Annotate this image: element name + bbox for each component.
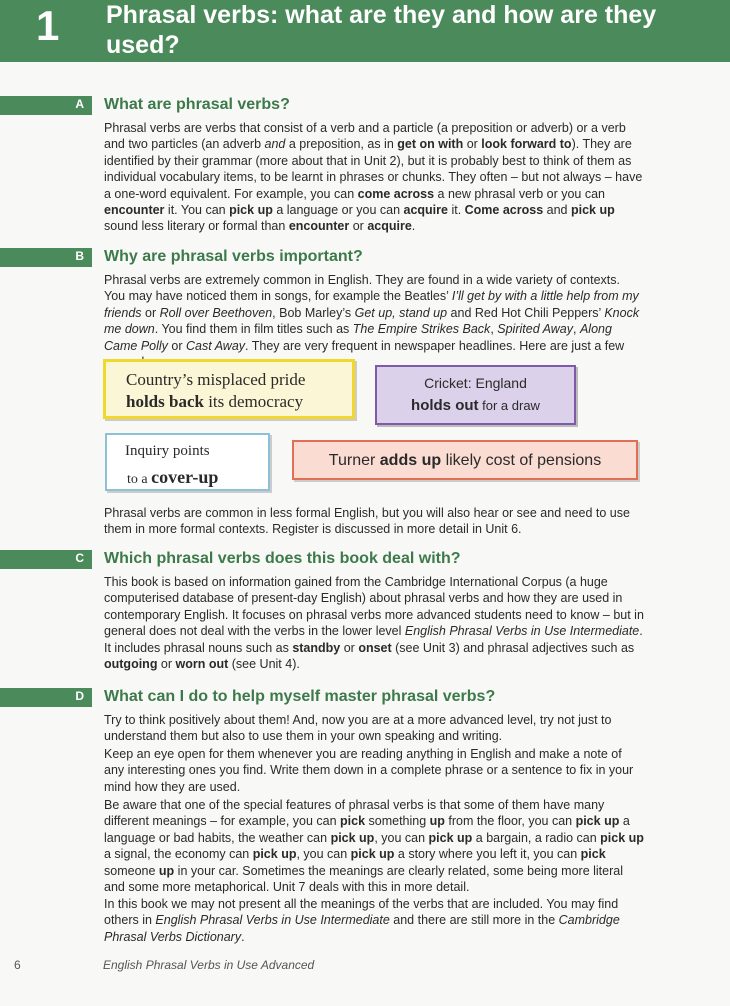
text-run: a bargain, a radio can: [472, 830, 601, 845]
text-run: a signal, the economy can: [104, 847, 253, 862]
section-c-letter: C: [75, 551, 84, 565]
unit-header: [0, 0, 730, 62]
bold-term: pick up: [252, 847, 297, 862]
text-run: and: [543, 203, 571, 218]
headline-1-verb: holds back: [126, 392, 204, 411]
bold-term: pick up: [600, 830, 644, 845]
bold-term: worn out: [175, 657, 229, 672]
italic-title: I’ll get by with a little help from my friends: [104, 289, 639, 320]
footer-book-title: English Phrasal Verbs in Use Advanced: [103, 958, 315, 972]
bold-term: encounter: [288, 219, 350, 234]
text-run: and Red Hot Chili Peppers’: [447, 305, 605, 320]
italic-title: Roll over Beethoven: [159, 305, 273, 320]
text-run: Keep an eye open for them whenever you are reading anything in English and make a note of any interesting ones you find. Write them down in a complete phrase or a sentence to fix in your mind how they are used.: [104, 747, 634, 794]
text-run: a language or you can: [272, 203, 404, 218]
text-run: Be aware that one of the special features of phrasal verbs is that some of them have many different meanings – for example, you can: [104, 798, 605, 829]
headline-2-verb: holds out: [411, 397, 479, 414]
text-run: a story where you left it, you can: [394, 847, 581, 862]
text-run: and there are still more in the: [389, 913, 559, 928]
italic-title: Get up, stand up: [354, 305, 448, 320]
headline-3-line-1: Inquiry points: [125, 443, 210, 459]
text-run: a new phrasal verb or you can: [434, 186, 605, 201]
section-a-bar: [0, 96, 92, 115]
italic-title: Along Came Polly: [104, 322, 612, 353]
section-d-bar: [0, 688, 92, 707]
text-run: (see Unit 4).: [228, 657, 300, 672]
bold-term: pick up: [350, 847, 395, 862]
section-a-paragraph: [104, 120, 644, 235]
text-run: in your car. Sometimes the meanings are clearly related, some being more literal and some more metaphorical. Unit 7 deals with this in more detail.: [104, 863, 624, 895]
text-run: from the floor, you can: [444, 814, 576, 829]
section-a-letter: A: [75, 97, 84, 111]
text-run: Try to think positively about them! And, now you are at a more advanced level, try not just to understand them but also to use them in your own speaking and writing.: [104, 713, 612, 744]
bold-term: pick up: [570, 203, 615, 218]
section-d-paragraph-4: [104, 896, 644, 945]
text-run: .: [241, 929, 245, 944]
italic-title: Spirited Away: [497, 322, 573, 337]
headline-4-verb: adds up: [379, 452, 442, 469]
headline-3-noun: cover-up: [151, 467, 219, 487]
unit-number: 1: [36, 2, 60, 49]
bold-term: pick: [340, 814, 366, 829]
section-d-paragraph-2: [104, 746, 644, 795]
section-c-paragraph: [104, 574, 644, 672]
text-run: ,: [573, 322, 580, 337]
italic-title: Knock me down: [104, 305, 640, 337]
text-run: or: [349, 219, 368, 234]
bold-term: up: [429, 814, 445, 829]
italic-title: English Phrasal Verbs in Use Intermediate: [404, 624, 640, 639]
headline-cover-up: [105, 433, 270, 491]
text-run: a language or bad habits, the weather can: [104, 814, 630, 845]
bold-term: onset: [358, 640, 392, 655]
headline-3-pre: to a: [127, 472, 152, 487]
headline-adds-up: [292, 440, 638, 480]
text-run: This book is based on information gained from the Cambridge International Corpus (a huge computerised database of present-day English) about phrasal verbs and how they are used in contemporary English. It focuses on phrasal verbs more advanced students need to know – but in general does not deal with the verbs in the lower level: [104, 575, 644, 639]
text-run: or: [167, 338, 186, 353]
bold-term: get on with: [397, 137, 464, 152]
text-run: In this book we may not present all the meanings of the verbs that are included. You may find others in: [104, 897, 619, 928]
section-c-bar: [0, 550, 92, 569]
text-run: or: [463, 137, 482, 152]
text-run: ,: [490, 322, 498, 337]
headline-4-line: [294, 452, 636, 470]
bold-term: encounter: [104, 203, 165, 218]
text-run: or: [340, 640, 359, 655]
italic-title: Cast Away: [185, 338, 246, 353]
headline-1-line-1: Country’s misplaced pride: [126, 370, 306, 389]
text-run: Phrasal verbs are common in less formal English, but you will also hear or see and need to use them in more formal contexts. Register is discussed in more detail in Unit 6.: [104, 506, 630, 537]
bold-term: look forward to: [481, 137, 572, 152]
text-run: or: [157, 657, 176, 672]
italic-title: Cambridge Phrasal Verbs Dictionary: [104, 913, 620, 944]
bold-term: up: [158, 863, 175, 878]
italic-title: and: [264, 137, 286, 152]
text-run: Phrasal verbs are extremely common in English. They are found in a wide variety of contexts. You may have noticed them in songs, for example the Beatles’: [104, 273, 620, 304]
text-run: , Bob Marley’s: [272, 305, 355, 320]
text-run: (see Unit 3) and phrasal adjectives such as: [391, 640, 635, 655]
bold-term: Come across: [464, 203, 544, 218]
section-b-paragraph-2: [104, 505, 644, 538]
headline-4-rest: likely cost of pensions: [441, 452, 602, 469]
text-run: ). They are identified by their grammar (more about that in Unit 2), but it is probably best to think of them as individual vocabulary items, to be learnt in phrases or chunks. They often – but not always – have a one-word equivalent. For example, you can: [104, 137, 643, 201]
text-run: , you can: [296, 847, 351, 862]
unit-title: Phrasal verbs: what are they and how are they used?: [106, 1, 657, 59]
section-d-title: What can I do to help myself master phrasal verbs?: [104, 688, 496, 705]
bold-term: pick up: [575, 814, 620, 829]
text-run: something: [365, 814, 430, 829]
headline-1-line-2: [126, 392, 303, 412]
italic-title: English Phrasal Verbs in Use Intermediate: [155, 913, 390, 928]
bold-term: acquire: [403, 203, 448, 218]
text-run: . It includes phrasal nouns such as: [104, 624, 643, 655]
text-run: .: [411, 219, 416, 234]
text-run: it.: [447, 203, 465, 218]
bold-term: acquire: [367, 219, 412, 234]
section-d-letter: D: [75, 689, 84, 703]
bold-term: pick up: [330, 830, 375, 845]
headline-holds-back: [103, 359, 355, 419]
text-run: it. You can: [164, 203, 230, 218]
section-b-bar: [0, 248, 92, 267]
text-run: . They are very frequent in newspaper headlines. Here are just a few: [245, 338, 625, 353]
italic-title: The Empire Strikes Back: [352, 322, 491, 337]
headline-1-rest: its democracy: [203, 392, 304, 411]
headline-2-line-1: Cricket: England: [424, 375, 527, 391]
text-run: . You find them in film titles such as: [154, 322, 353, 337]
section-d-paragraph-3: [104, 797, 644, 895]
headline-2-rest: for a draw: [478, 398, 540, 413]
text-run: someone: [104, 863, 159, 878]
text-run: sound less literary or formal than: [104, 219, 289, 234]
bold-term: come across: [357, 186, 435, 201]
bold-term: pick: [580, 847, 606, 862]
text-run: , you can: [374, 830, 429, 845]
headline-holds-out: [375, 365, 576, 425]
bold-term: standby: [292, 640, 341, 655]
headline-3-line-2: [127, 467, 218, 488]
headline-4-pre: Turner: [328, 452, 380, 469]
section-b-letter: B: [75, 249, 84, 263]
bold-term: outgoing: [104, 657, 158, 672]
bold-term: pick up: [428, 830, 473, 845]
section-b-paragraph: [104, 272, 644, 370]
section-a-title: What are phrasal verbs?: [104, 96, 290, 113]
text-run: a preposition, as in: [285, 137, 398, 152]
text-run: Phrasal verbs are verbs that consist of a verb and a particle (a preposition or adverb) or a verb and two particles (an adverb: [104, 121, 626, 152]
section-b-title: Why are phrasal verbs important?: [104, 248, 363, 265]
section-d-paragraph-1: [104, 712, 644, 745]
page-number: 6: [14, 958, 21, 972]
text-run: or: [141, 305, 160, 320]
bold-term: pick up: [229, 203, 273, 218]
headline-2-line-2: [377, 397, 574, 414]
section-c-title: Which phrasal verbs does this book deal with?: [104, 550, 461, 567]
